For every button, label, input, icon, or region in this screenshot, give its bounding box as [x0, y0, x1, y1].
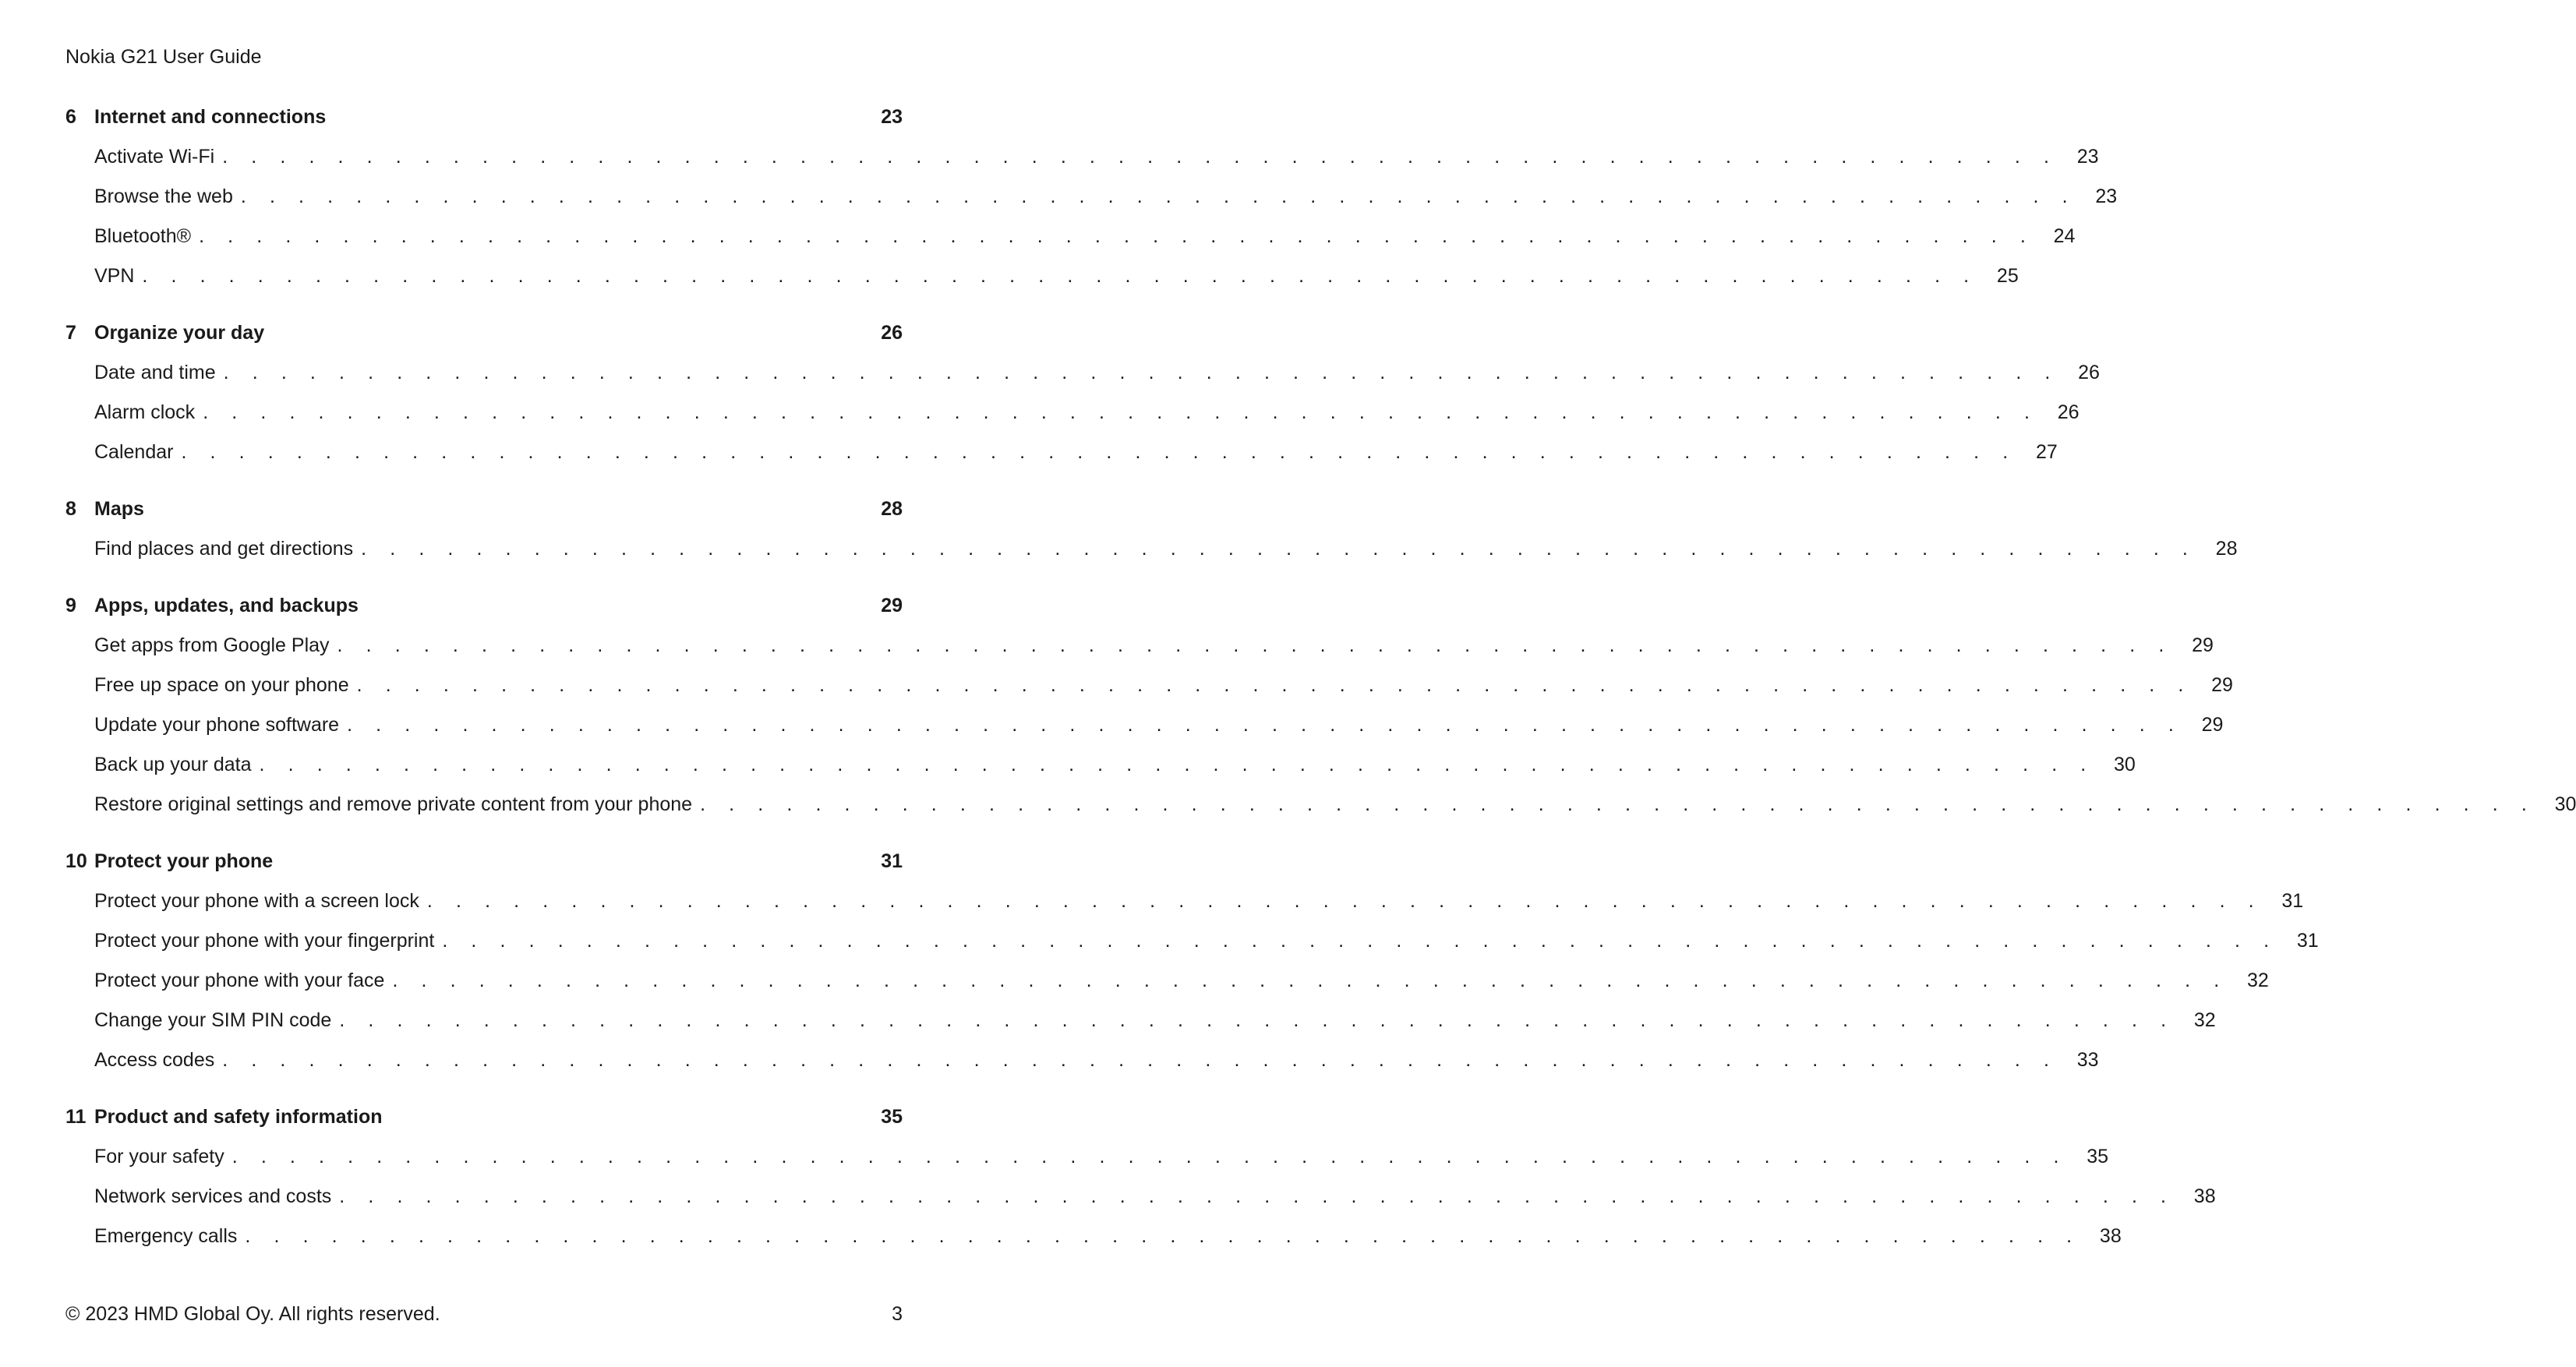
chapter-heading-link[interactable] [65, 850, 903, 890]
toc-entry-link[interactable] [65, 793, 2576, 833]
toc-chapter [65, 106, 2118, 305]
chapter-title: Protect your phone [94, 850, 274, 872]
toc-entry-link[interactable] [65, 1185, 2216, 1225]
toc-chapter [65, 322, 2100, 481]
toc-entry-page-number: 28 [2215, 538, 2238, 560]
document-footer [65, 1301, 903, 1327]
toc-entry-page-number: 31 [2296, 930, 2319, 952]
chapter-title: Internet and connections [94, 106, 327, 128]
toc-entry-page-number: 38 [2099, 1225, 2122, 1247]
toc-entry-page-number: 30 [2554, 793, 2576, 815]
toc-entry-link[interactable] [65, 674, 2233, 714]
toc-entry-link[interactable] [65, 1009, 2216, 1049]
dot-leader: . . . . . . . . . . . . . . . . . . . . . . . . . . . . . . . . . . . . . . . . . . . . . . . . . . . . . . . . . . . . . . . . [199, 225, 2035, 247]
chapter-number: 8 [65, 498, 76, 520]
toc-entry-page-number: 26 [2057, 401, 2080, 423]
toc-entry-link[interactable] [65, 1146, 2109, 1185]
toc-entry-page-number: 31 [2281, 890, 2304, 912]
document-title: Nokia G21 User Guide [65, 46, 262, 68]
toc-entry-link[interactable] [65, 714, 2224, 754]
dot-leader: . . . . . . . . . . . . . . . . . . . . . . . . . . . . . . . . . . . . . . . . . . . . . . . . . . . . . . . . . . . . . . . . [203, 401, 2039, 423]
dot-leader: . . . . . . . . . . . . . . . . . . . . . . . . . . . . . . . . . . . . . . . . . . . . . . . . . . . . . . . . . . . . . . . . [240, 185, 2077, 207]
chapter-title: Maps [94, 498, 144, 520]
toc-entry-link[interactable] [65, 1225, 2122, 1265]
toc-entry-label: Protect your phone with your face [94, 970, 385, 991]
page-number: 3 [892, 1303, 903, 1325]
toc-entry-page-number: 24 [2053, 225, 2076, 247]
dot-leader: . . . . . . . . . . . . . . . . . . . . . . . . . . . . . . . . . . . . . . . . . . . . . . . . . . . . . . . . . . . . . . . . [426, 890, 2263, 912]
toc-entry-label: Update your phone software [94, 714, 340, 736]
toc-entry-label: Find places and get directions [94, 538, 354, 560]
toc-entry-page-number: 29 [2192, 634, 2214, 656]
toc-entry-link[interactable] [65, 754, 2136, 793]
chapter-page-number: 31 [881, 850, 903, 872]
dot-leader: . . . . . . . . . . . . . . . . . . . . . . . . . . . . . . . . . . . . . . . . . . . . . . . . . . . . . . . . . . . . . . . . [339, 1009, 2175, 1031]
chapter-number: 11 [65, 1106, 87, 1128]
chapter-page-number: 26 [881, 322, 903, 344]
toc-entry-link[interactable] [65, 401, 2080, 441]
chapter-number: 6 [65, 106, 76, 128]
toc-entry-page-number: 23 [2095, 185, 2118, 207]
chapter-title: Product and safety information [94, 1106, 383, 1128]
toc-entry-link[interactable] [65, 225, 2076, 265]
toc-chapter [65, 498, 2238, 578]
dot-leader: . . . . . . . . . . . . . . . . . . . . . . . . . . . . . . . . . . . . . . . . . . . . . . . . . . . . . . . . . . . . . . . . [259, 754, 2095, 775]
toc-entry-link[interactable] [65, 441, 2058, 481]
chapter-page-number: 35 [881, 1106, 903, 1128]
chapter-number: 7 [65, 322, 76, 344]
dot-leader: . . . . . . . . . . . . . . . . . . . . . . . . . . . . . . . . . . . . . . . . . . . . . . . . . . . . . . . . . . . . . . . . [231, 1146, 2069, 1167]
toc-entry-label: Network services and costs [94, 1185, 332, 1207]
toc-entry-label: Activate Wi-Fi [94, 146, 215, 168]
chapter-page-number: 23 [881, 106, 903, 128]
toc-entry-label: Free up space on your phone [94, 674, 349, 696]
toc-entry-page-number: 30 [2114, 754, 2136, 775]
toc-entry-link[interactable] [65, 930, 2319, 970]
dot-leader: . . . . . . . . . . . . . . . . . . . . . . . . . . . . . . . . . . . . . . . . . . . . . . . . . . . . . . . . . . . . . . . . [245, 1225, 2081, 1247]
copyright-notice: © 2023 HMD Global Oy. All rights reserved. [65, 1303, 440, 1325]
toc-entry-label: Bluetooth® [94, 225, 192, 247]
toc-entry-label: Restore original settings and remove private content from your phone [94, 793, 693, 815]
toc-entry-link[interactable] [65, 890, 2304, 930]
chapter-page-number: 28 [881, 498, 903, 520]
chapter-heading-link[interactable] [65, 1106, 903, 1146]
document-header [65, 44, 262, 70]
toc-chapter [65, 850, 2319, 1089]
dot-leader: . . . . . . . . . . . . . . . . . . . . . . . . . . . . . . . . . . . . . . . . . . . . . . . . . . . . . . . . . . . . . . . . [347, 714, 2183, 736]
toc-entry-label: For your safety [94, 1146, 224, 1167]
toc-entry-label: Alarm clock [94, 401, 196, 423]
dot-leader: . . . . . . . . . . . . . . . . . . . . . . . . . . . . . . . . . . . . . . . . . . . . . . . . . . . . . . . . . . . . . . . . [392, 970, 2228, 991]
dot-leader: . . . . . . . . . . . . . . . . . . . . . . . . . . . . . . . . . . . . . . . . . . . . . . . . . . . . . . . . . . . . . . . . [222, 146, 2058, 168]
toc-chapter [65, 595, 2576, 833]
toc-entry-label: VPN [94, 265, 135, 287]
toc-entry-link[interactable] [65, 538, 2238, 578]
chapter-heading-link[interactable] [65, 595, 903, 634]
toc-entry-link[interactable] [65, 146, 2099, 185]
dot-leader: . . . . . . . . . . . . . . . . . . . . . . . . . . . . . . . . . . . . . . . . . . . . . . . . . . . . . . . . . . . . . . . . [337, 634, 2173, 656]
dot-leader: . . . . . . . . . . . . . . . . . . . . . . . . . . . . . . . . . . . . . . . . . . . . . . . . . . . . . . . . . . . . . . . . [339, 1185, 2175, 1207]
chapter-heading-link[interactable] [65, 498, 903, 538]
toc-entry-label: Change your SIM PIN code [94, 1009, 332, 1031]
toc-entry-label: Access codes [94, 1049, 215, 1071]
dot-leader: . . . . . . . . . . . . . . . . . . . . . . . . . . . . . . . . . . . . . . . . . . . . . . . . . . . . . . . . . . . . . . . . [181, 441, 2017, 463]
toc-entry-page-number: 29 [2211, 674, 2233, 696]
chapter-heading-link[interactable] [65, 322, 903, 362]
dot-leader: . . . . . . . . . . . . . . . . . . . . . . . . . . . . . . . . . . . . . . . . . . . . . . . . . . . . . . . . . . . . . . . . [222, 1049, 2058, 1071]
toc-entry-label: Protect your phone with your fingerprint [94, 930, 435, 952]
dot-leader: . . . . . . . . . . . . . . . . . . . . . . . . . . . . . . . . . . . . . . . . . . . . . . . . . . . . . . . . . . . . . . . . [361, 538, 2197, 560]
chapter-title: Apps, updates, and backups [94, 595, 359, 616]
toc-entry-page-number: 26 [2078, 362, 2100, 383]
chapter-title: Organize your day [94, 322, 265, 344]
toc-entry-label: Calendar [94, 441, 174, 463]
dot-leader: . . . . . . . . . . . . . . . . . . . . . . . . . . . . . . . . . . . . . . . . . . . . . . . . . . . . . . . . . . . . . . . . [700, 793, 2536, 815]
toc-entry-page-number: 29 [2201, 714, 2224, 736]
toc-entry-page-number: 35 [2087, 1146, 2109, 1167]
toc-entry-page-number: 25 [1996, 265, 2019, 287]
toc-entry-link[interactable] [65, 1049, 2099, 1089]
chapter-number: 9 [65, 595, 76, 616]
toc-entry-link[interactable] [65, 265, 2019, 305]
toc-entry-label: Protect your phone with a screen lock [94, 890, 419, 912]
chapter-number: 10 [65, 850, 87, 872]
chapter-page-number: 29 [881, 595, 903, 616]
dot-leader: . . . . . . . . . . . . . . . . . . . . . . . . . . . . . . . . . . . . . . . . . . . . . . . . . . . . . . . . . . . . . . . . [223, 362, 2059, 383]
chapter-heading-link[interactable] [65, 106, 903, 146]
toc-entry-label: Date and time [94, 362, 216, 383]
toc-entry-page-number: 32 [2246, 970, 2269, 991]
dot-leader: . . . . . . . . . . . . . . . . . . . . . . . . . . . . . . . . . . . . . . . . . . . . . . . . . . . . . . . . . . . . . . . . [442, 930, 2278, 952]
toc-entry-label: Get apps from Google Play [94, 634, 330, 656]
toc-entry-page-number: 32 [2193, 1009, 2216, 1031]
toc-entry-link[interactable] [65, 185, 2118, 225]
toc-entry-link[interactable] [65, 634, 2214, 674]
toc-chapter [65, 1106, 2216, 1265]
toc-entry-label: Browse the web [94, 185, 233, 207]
toc-entry-link[interactable] [65, 362, 2100, 401]
toc-entry-page-number: 27 [2035, 441, 2058, 463]
dot-leader: . . . . . . . . . . . . . . . . . . . . . . . . . . . . . . . . . . . . . . . . . . . . . . . . . . . . . . . . . . . . . . . . [356, 674, 2193, 696]
toc-entry-label: Emergency calls [94, 1225, 238, 1247]
toc-entry-label: Back up your data [94, 754, 252, 775]
dot-leader: . . . . . . . . . . . . . . . . . . . . . . . . . . . . . . . . . . . . . . . . . . . . . . . . . . . . . . . . . . . . . . . . [142, 265, 1978, 287]
toc-entry-page-number: 23 [2076, 146, 2099, 168]
toc-entry-link[interactable] [65, 970, 2269, 1009]
toc-entry-page-number: 38 [2193, 1185, 2216, 1207]
toc-entry-page-number: 33 [2076, 1049, 2099, 1071]
table-of-contents [65, 106, 2576, 1282]
